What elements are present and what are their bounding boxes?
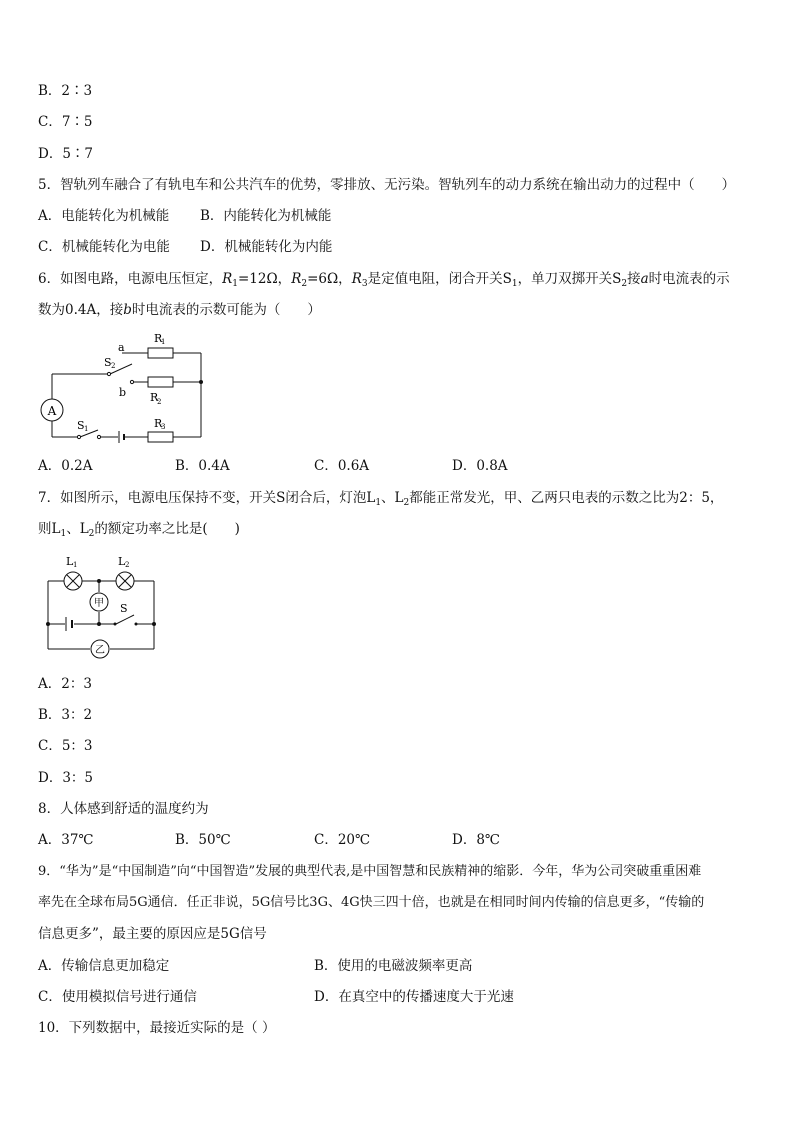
q6-option-a: A．0.2A: [38, 458, 93, 474]
svg-text:乙: 乙: [95, 645, 105, 656]
svg-text:2: 2: [111, 362, 116, 370]
q9-option-b: B．使用的电磁波频率更高: [314, 958, 473, 974]
q5-option-d: D．机械能转化为内能: [200, 239, 333, 255]
q4-option-d: D．5∶7: [38, 146, 94, 162]
q5-option-a: A．电能转化为机械能: [38, 208, 170, 224]
q7-option-d: D．3：5: [38, 770, 94, 786]
q8-option-d: D．8℃: [452, 832, 501, 848]
q9-option-c: C．使用模拟信号进行通信: [38, 989, 197, 1005]
svg-text:S: S: [120, 602, 128, 615]
q8-option-b: B．50℃: [175, 832, 231, 848]
svg-text:R: R: [154, 417, 163, 430]
svg-text:R: R: [154, 332, 163, 345]
q7-option-b: B．3：2: [38, 707, 93, 723]
q8-option-c: C．20℃: [314, 832, 371, 848]
svg-text:S: S: [77, 419, 85, 432]
svg-text:R: R: [150, 391, 159, 404]
q7-stem-line2: 则$L_1$、$L_2$的额定功率之比是( ): [38, 521, 240, 539]
q9-stem-line3: 信息更多”，最主要的原因应是5G信号: [38, 926, 267, 942]
q6-stem-line1: 6．如图电路，电源电压恒定，$R_1=12\Omega$，$R_2=6\Omega$，$R_3$是定值电阻，闭合开关$S_1$，单刀双掷开关$S_2$接a时电流表的示: [38, 271, 730, 289]
svg-text:L: L: [66, 555, 74, 568]
q6-circuit-diagram: [30, 326, 220, 444]
svg-text:L: L: [118, 555, 126, 568]
q6-option-d: D．0.8A: [452, 458, 508, 474]
q7-circuit-diagram: [38, 548, 163, 663]
q7-option-c: C．5：3: [38, 738, 93, 754]
svg-text:1: 1: [84, 425, 89, 433]
q9-option-d: D．在真空中的传播速度大于光速: [314, 989, 514, 1005]
svg-text:2: 2: [157, 398, 162, 406]
q8-stem: 8．人体感到舒适的温度约为: [38, 801, 209, 817]
q7-stem-line1: 7．如图所示，电源电压保持不变，开关S闭合后，灯泡$L_1$、$L_2$都能正常发光，甲、乙两只电表的示数之比为2：5，: [38, 490, 724, 508]
q5-option-c: C．机械能转化为电能: [38, 239, 170, 255]
q4-option-c: C．7∶5: [38, 114, 93, 130]
q4-option-b: B．2∶3: [38, 83, 93, 99]
svg-text:S: S: [104, 356, 112, 369]
q5-stem: 5．智轨列车融合了有轨电车和公共汽车的优势，零排放、无污染。智轨列车的动力系统在输出动力的过程中（ ）: [38, 177, 736, 193]
svg-text:a: a: [118, 341, 125, 354]
svg-text:甲: 甲: [94, 598, 104, 609]
q6-stem-line2: 数为0.4A，接b时电流表的示数可能为（ ）: [38, 302, 321, 318]
svg-text:3: 3: [161, 423, 166, 431]
svg-text:1: 1: [73, 561, 78, 569]
q10-stem: 10．下列数据中，最接近实际的是（ ）: [38, 1020, 276, 1036]
q5-option-b: B．内能转化为机械能: [200, 208, 332, 224]
svg-text:2: 2: [125, 561, 130, 569]
q9-option-a: A．传输信息更加稳定: [38, 958, 170, 974]
q7-option-a: A．2：3: [38, 676, 92, 692]
q9-stem-line2: 率先在全球布局5G通信．任正非说，5G信号比3G、4G快三四十倍，也就是在相同时间内传输的信息更多，“传输的: [38, 895, 705, 910]
q6-option-c: C．0.6A: [314, 458, 370, 474]
q8-option-a: A．37℃: [38, 832, 94, 848]
q6-option-b: B．0.4A: [175, 458, 230, 474]
svg-text:b: b: [119, 386, 127, 399]
svg-text:1: 1: [161, 338, 166, 346]
q9-stem-line1: 9．“华为”是“中国制造”向“中国智造”发展的典型代表,是中国智慧和民族精神的缩影．今年，华为公司突破重重困难: [38, 864, 702, 879]
svg-text:A: A: [47, 404, 57, 418]
